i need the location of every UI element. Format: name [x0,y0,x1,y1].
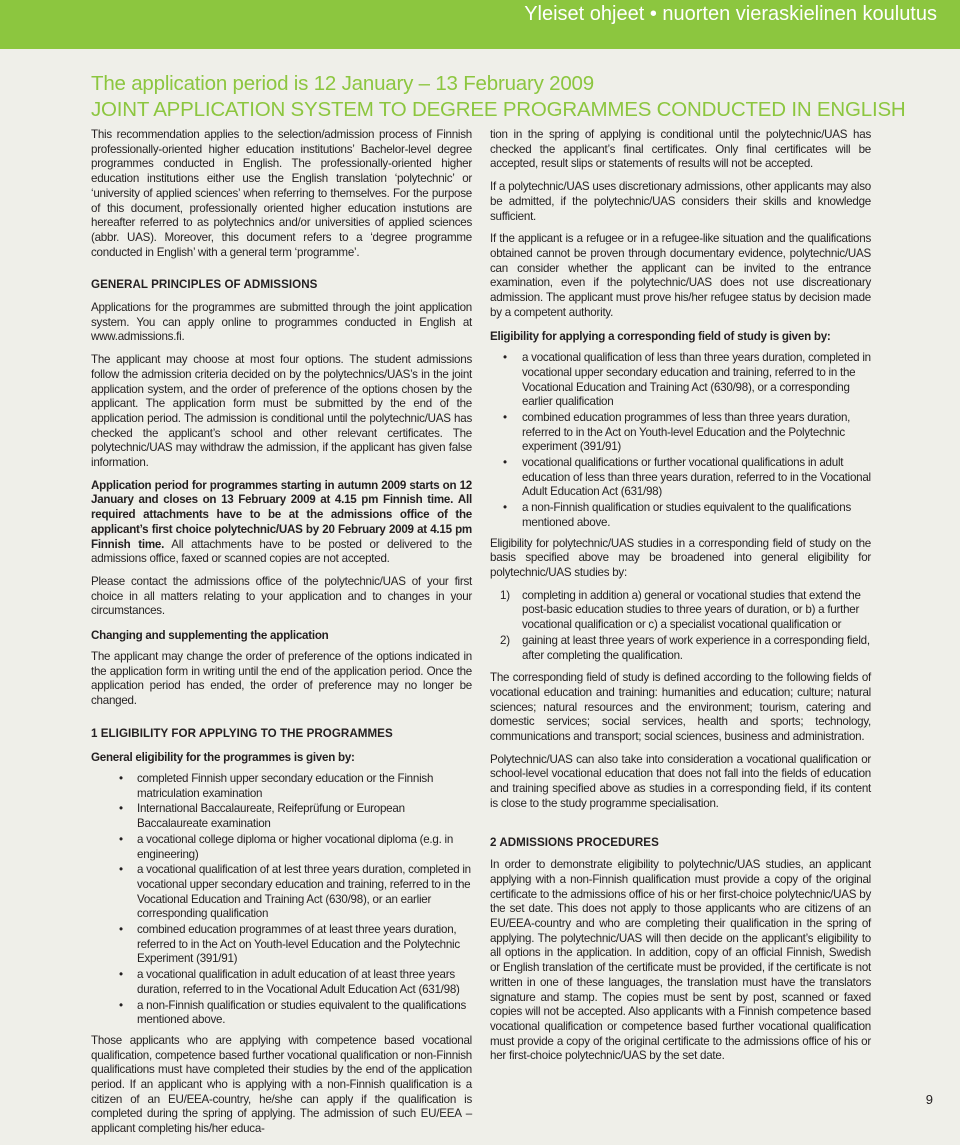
bullet-icon: • [503,456,507,470]
page-number: 9 [925,1092,933,1107]
period-bold-1: Application period for programmes starting in autumn 2009 starts on 12 January and closes on 13 February 2009 at 4.15 pm Finnish time. [91,478,472,507]
application-period-paragraph [91,479,472,567]
title-line-1: The application period is 12 January – 13 February 2009 [91,72,594,95]
list-item: • a non-Finnish qualification or studies equivalent to the qualifications mentioned above. [503,501,851,529]
bullet-icon: • [119,923,123,937]
field-eligibility-subheading: Eligibility for applying a corresponding field of study is given by: [490,330,831,344]
bullet-icon: • [119,802,123,816]
consideration-paragraph: Polytechnic/UAS can also take into consideration a vocational qualification or school-level vocational education that does not fall into the fields of education and training specified above as studies in a corresponding field, if its content is close to the study programme specialisation. [490,752,871,810]
general-paragraph-1: Applications for the programmes are submitted through the joint application system. You can apply online to programmes conducted in English at www.admissions.fi. [91,301,472,344]
general-eligibility-subheading: General eligibility for the programmes is given by: [91,751,355,765]
eligibility-heading: 1 ELIGIBILITY FOR APPLYING TO THE PROGRAMMES [91,726,393,740]
broadened-paragraph: Eligibility for polytechnic/UAS studies in a corresponding field of study on the basis specified above may be broadened into general eligibility for polytechnic/UAS studies by: [490,536,871,579]
list-item: • a vocational qualification of at lest three years duration, completed in vocational upper secondary education and training, referred to in the Vocational Education and Training Act (630/98), or an earlier corresponding qualification [119,863,471,921]
broadening-list [490,589,871,664]
fields-definition-paragraph: The corresponding field of study is defined according to the following fields of vocational education and training: humanities and education; culture; natural sciences; natural resources and the environment; tourism, catering and domestic services; social services, health and sports; technology, communications and transport; social sciences, business and administration. [490,671,871,744]
changing-heading: Changing and supplementing the application [91,629,329,643]
list-item: • combined education programmes of at least three years duration, referred to in the Act on Youth-level Education and the Polytechnic Experiment (391/91) [119,923,460,966]
bullet-icon: • [503,351,507,365]
list-item: • International Baccalaureate, Reifeprüfung or European Baccalaureate examination [119,802,405,831]
refugee-paragraph: If the applicant is a refugee or in a refugee-like situation and the qualifications obtained cannot be proven through documentary evidence, polytechnic/UAS can consider whether the applicant can be invited to the entrance examination, even if the polytechnic/UAS does not use discreationary admission. The applicant must prove his/her refugee status by decision made by a competent authority. [490,232,871,319]
bullet-icon: • [119,968,123,982]
banner-title: Yleiset ohjeet • nuorten vieraskielinen koulutus [524,3,937,25]
period-rest: All attachments have to be posted or delivered to the admissions office, faxed or scanned copies are not accepted. [91,537,473,566]
list-item: • a non-Finnish qualification or studies equivalent to the qualifications mentioned above. [119,998,466,1027]
bullet-icon: • [119,863,123,877]
discretionary-paragraph: If a polytechnic/UAS uses discretionary admissions, other applicants may also be admitted, if the polytechnic/UAS considers their skills and knowledge sufficient. [490,180,871,223]
procedures-paragraph: In order to demonstrate eligibility to polytechnic/UAS studies, an applicant applying with a non-Finnish qualification must provide a copy of the original certificate to the admissions office of his or her first-choice polytechnic/UAS by the set date. This does not apply to those applicants who are citizens of an EU/EEA-country and who are completing their qualification in the spring of applying. The polytechnic/UAS will then decide on the applicant’s eligibility to all options in the application. In addition, copy of an official Finnish, Swedish or English translation of the certificate must be provided, if the certificate is not written in one of these languages, the translation must have the translators signature and stamp. The copies must be sent by post, scanned or faxed copies will not be accepted. Also applicants with a Finnish competence based vocational qualification or competence based further vocational qualification must provide a copy of the original certificate to the admissions office of his or her first-choice polytechnic/UAS by the set date. [490,858,871,1063]
left-column [91,128,472,1145]
period-bold-2: All required attachments have to be at the admissions office of the applicant’s first choice polytechnic/UAS by 20 February 2009 at 4.15 pm Finnish time. [91,493,472,551]
bullet-icon: • [503,410,507,424]
contact-paragraph: Please contact the admissions office of the polytechnic/UAS of your first choice in all matters relating to your application and to changes in your circumstances. [91,574,472,618]
admissions-procedures-heading: 2 ADMISSIONS PROCEDURES [490,835,659,849]
general-principles-heading: GENERAL PRINCIPLES OF ADMISSIONS [91,278,318,292]
intro-paragraph: This recommendation applies to the selection/admission process of Finnish professionally-oriented higher education institutions’ Bachelor-level degree programmes conducted in English. The professionally-oriented higher education institutions either use the English translation ‘polytechnic’ or ‘university of applied sciences’ when referring to themselves. For the purpose of this document, professionally oriented higher education instutions are hereafter referred to as polytechnics and/or universities of applied sciences (abbr. UAS). Moreover, this document refers to a ‘degree programme conducted in English’ with a general term ‘programme’. [91,128,472,259]
title-line-2: JOINT APPLICATION SYSTEM TO DEGREE PROGRAMMES CONDUCTED IN ENGLISH [91,98,906,121]
list-item: • combined education programmes of less than three years duration, referred to in the Act on Youth-level Education and the Polytechnic experiment (391/91) [503,410,851,454]
list-item: 2) gaining at least three years of work experience in a corresponding field, after completing the qualification. [500,633,870,662]
list-item: • a vocational qualification of less than three years duration, completed in vocational upper secondary education and training, referred to in the Vocational Education and Training Act (630/98), or a corresponding earlier qualification [503,351,871,409]
competence-paragraph: Those applicants who are applying with competence based vocational qualification, competence based further vocational qualification or non-Finnish qualifications must have completed their studies by the end of the application period. If an applicant who is applying with a non-Finnish qualification is a citizen of an EU/EEA-country, he/she can apply if the qualification is completed during the spring of applying. The admission of such EU/EEA –applicant completing his/her educa- [91,1033,472,1136]
list-item: • a vocational college diploma or higher vocational diploma (e.g. in engineering) [119,832,454,861]
list-item: • vocational qualifications or further vocational qualifications in adult education of less than three years duration, referred to in the Vocational Adult Education Act (631/98) [503,456,871,499]
continued-paragraph: tion in the spring of applying is conditional until the polytechnic/UAS has checked the applicant’s final certificates. Only final certificates will be accepted, result slips or statements of results will not be accepted. [490,128,871,171]
general-paragraph-2: The applicant may choose at most four options. The student admissions follow the admission criteria decided on by the polytechnics/UAS’s in the joint application system, and the order of preference of the options chosen by the applicant. The application form must be submitted by the end of the application period. The admission is conditional until the polytechnic/UAS has checked the applicant’s school and other relevant certificates. The polytechnic/UAS may withdraw the admission, if the applicant has given false information. [91,353,472,470]
bullet-icon: • [119,772,123,786]
list-item: • completed Finnish upper secondary education or the Finnish matriculation examination [119,772,434,800]
right-column [490,128,871,1072]
general-eligibility-list [91,772,472,1028]
list-item: 1) completing in addition a) general or vocational studies that extend the post-basic education studies to three years of duration, or b) a further vocational qualification or c) a specialist vocational qualification or [500,588,861,632]
bullet-icon: • [503,501,507,515]
bullet-icon: • [119,832,123,846]
header-banner [0,0,960,49]
bullet-icon: • [119,998,123,1012]
field-eligibility-list [490,351,871,530]
changing-paragraph: The applicant may change the order of preference of the options indicated in the application form in writing until the end of the application period. Once the application period has ended, the order of preference may no longer be changed. [91,649,472,707]
page-title [91,71,906,123]
list-item: • a vocational qualification in adult education of at least three years duration, referred to in the Vocational Adult Education Act (631/98) [119,968,460,996]
